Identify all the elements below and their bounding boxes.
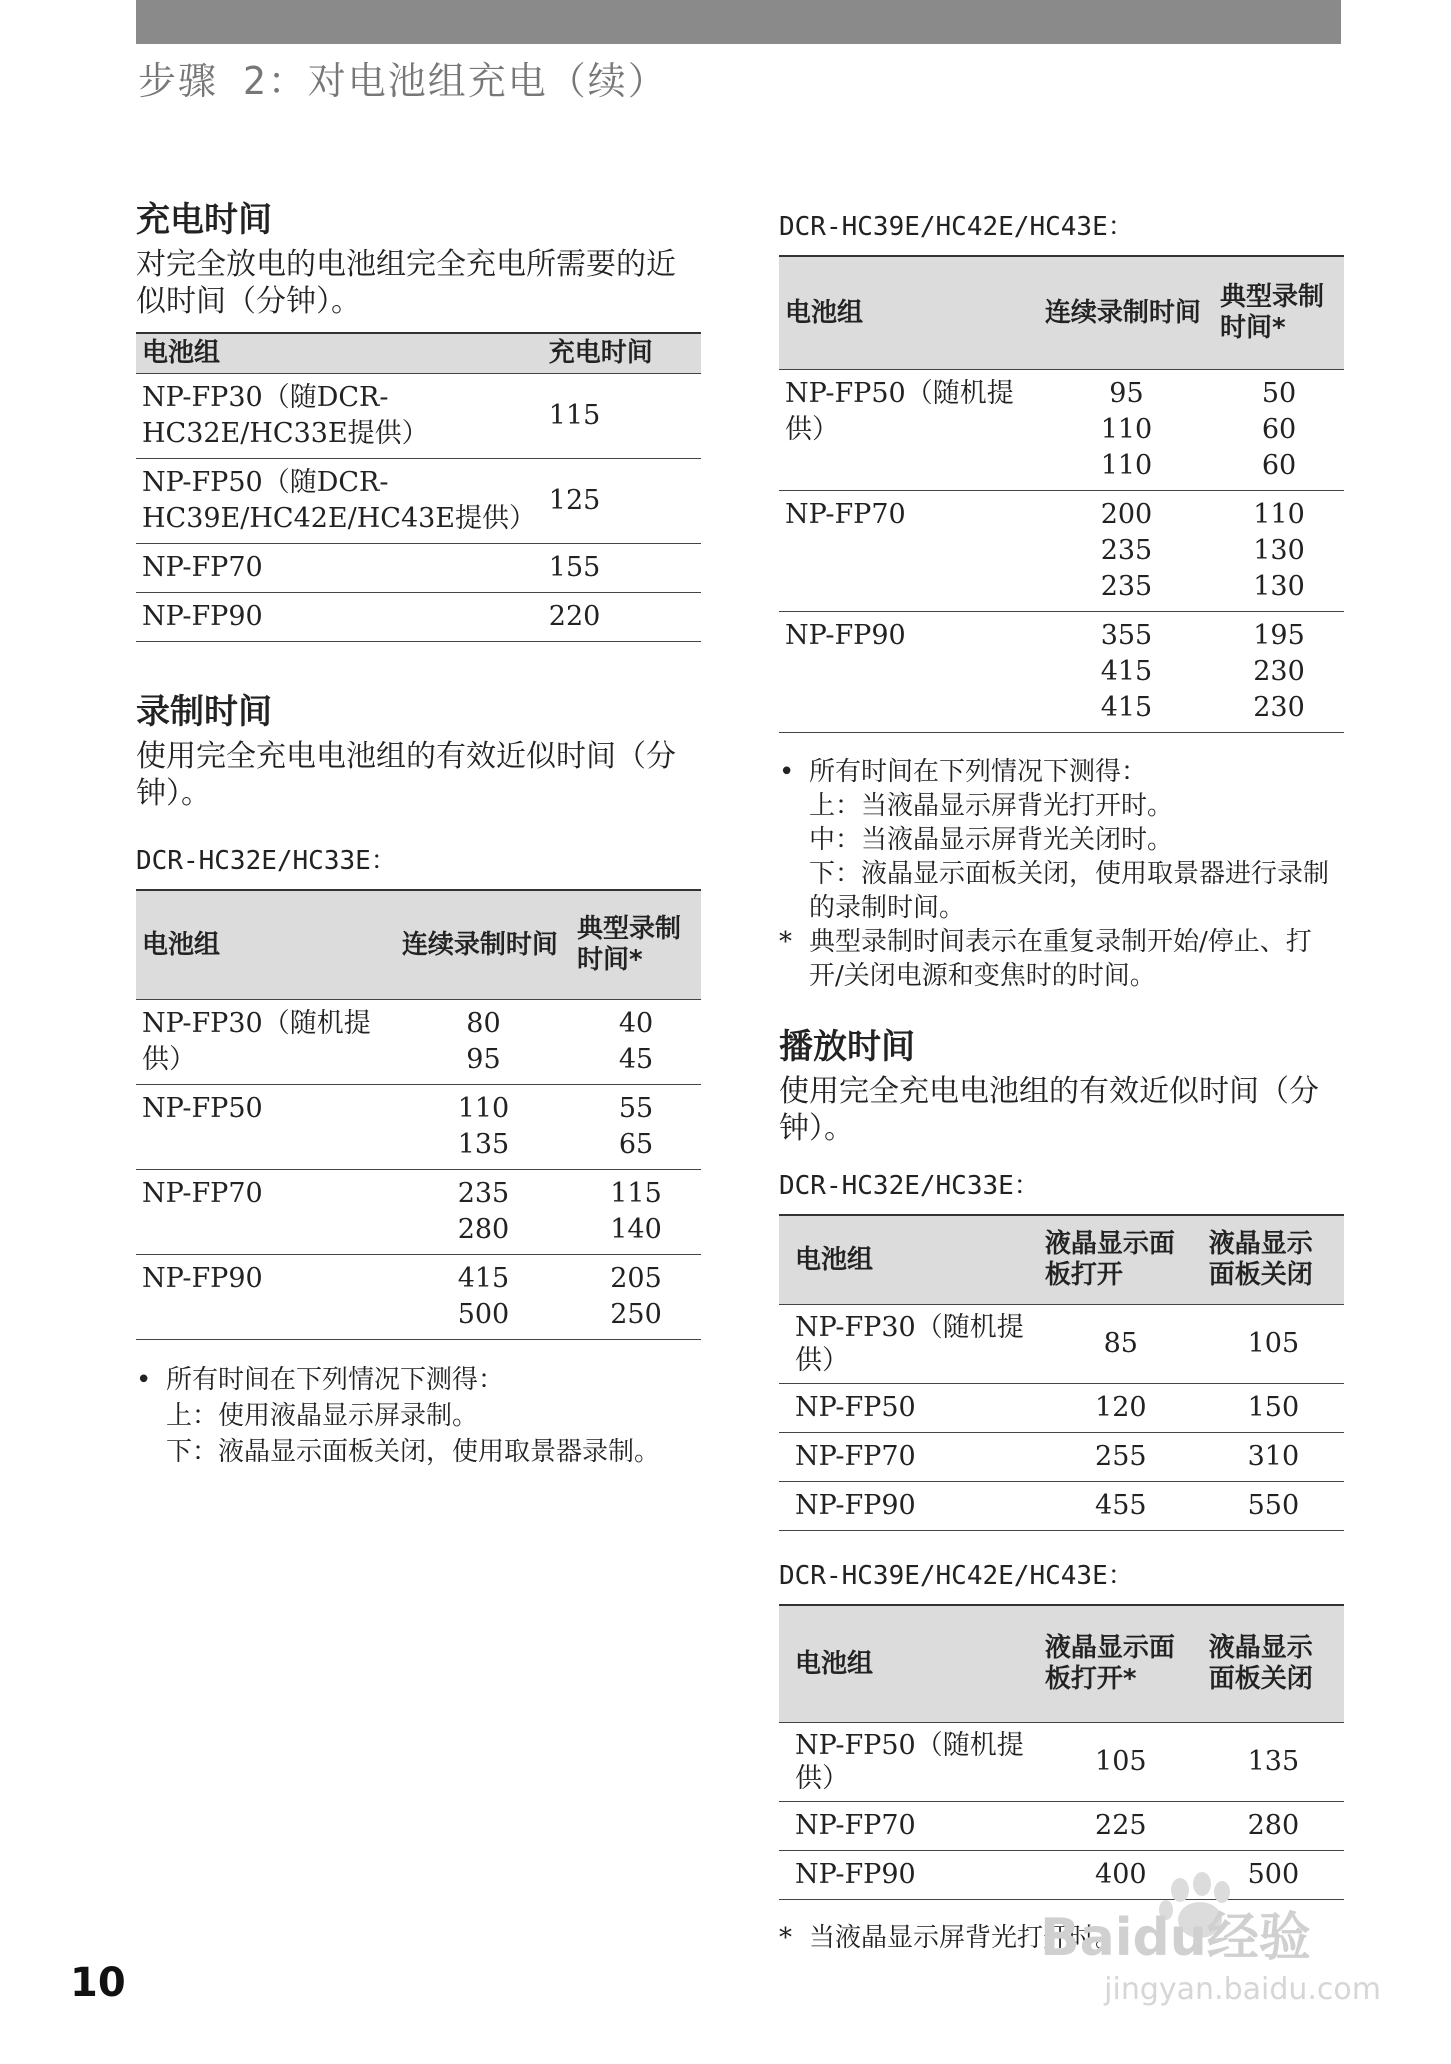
table-row: [779, 1305, 1344, 1384]
recording-time-description: 使用完全充电电池组的有效近似时间（分钟）。: [136, 739, 676, 811]
panel-open-cell: 400: [1039, 1851, 1203, 1900]
battery-cell: NP-FP90: [136, 593, 543, 642]
panel-open-cell: 120: [1039, 1384, 1203, 1433]
column-header: 充电时间: [543, 333, 701, 374]
battery-cell: NP-FP70: [136, 1170, 396, 1255]
note-sub-middle: 中：当液晶显示屏背光关闭时。: [809, 825, 1174, 855]
battery-cell: NP-FP70: [779, 491, 1039, 612]
playback-time-table-hc32e: [779, 1214, 1344, 1531]
panel-closed-cell: 310: [1203, 1433, 1344, 1482]
watermark-logo-text: Baidu经验: [1040, 1908, 1311, 1965]
column-header: 典型录制时间*: [571, 890, 701, 1000]
asterisk-icon: *: [779, 927, 792, 957]
model-label-hc39e: DCR-HC39E/HC42E/HC43E：: [779, 212, 1134, 242]
table-row: [779, 612, 1344, 733]
table-row: [136, 1170, 701, 1255]
column-header: 液晶显示面板关闭: [1203, 1215, 1344, 1305]
note-sub-top: 上：当液晶显示屏背光打开时。: [809, 791, 1174, 821]
note-sub-bottom: 下：液晶显示面板关闭，使用取景器录制。: [166, 1437, 661, 1467]
table-row: [779, 1384, 1344, 1433]
note-item: * 典型录制时间表示在重复录制开始/停止、打开/关闭电源和变焦时的时间。: [779, 927, 1312, 991]
table-row: [136, 593, 701, 642]
column-header: 电池组: [136, 890, 396, 1000]
battery-cell: NP-FP50（随DCR-HC39E/HC42E/HC43E提供）: [136, 459, 543, 544]
table-header-row: [779, 1605, 1344, 1723]
typical-time-cell: 115 140: [571, 1170, 701, 1255]
typical-time-cell: 205 250: [571, 1255, 701, 1340]
recording-notes-hc39e: [779, 755, 1344, 993]
continuous-time-cell: 235 280: [396, 1170, 571, 1255]
column-header: 电池组: [779, 1605, 1039, 1723]
battery-cell: NP-FP50: [136, 1085, 396, 1170]
note-item: • 所有时间在下列情况下测得：: [779, 757, 1148, 787]
playback-time-table-hc39e: [779, 1604, 1344, 1900]
table-row: [779, 491, 1344, 612]
note-item: • 所有时间在下列情况下测得：: [136, 1362, 701, 1398]
table-row: [136, 1255, 701, 1340]
panel-open-cell: 105: [1039, 1723, 1203, 1802]
table-row: [136, 374, 701, 459]
charging-time-heading: 充电时间: [136, 200, 272, 240]
typical-time-cell: 50 60 60: [1214, 370, 1344, 491]
continuous-time-cell: 355 415 415: [1039, 612, 1214, 733]
panel-open-cell: 85: [1039, 1305, 1203, 1384]
column-header: 电池组: [136, 333, 543, 374]
recording-time-table-hc32e: [136, 889, 701, 1340]
charging-time-description: 对完全放电的电池组完全充电所需要的近似时间（分钟）。: [136, 247, 676, 319]
bullet-icon: •: [779, 757, 795, 787]
page-title: 步骤 2：对电池组充电（续）: [138, 59, 668, 103]
continuous-time-cell: 110 135: [396, 1085, 571, 1170]
table-row: [136, 544, 701, 593]
battery-cell: NP-FP90: [779, 1482, 1039, 1531]
column-header: 连续录制时间: [1039, 256, 1214, 370]
battery-cell: NP-FP50: [779, 1384, 1039, 1433]
panel-open-cell: 455: [1039, 1482, 1203, 1531]
model-label-hc32e: DCR-HC32E/HC33E：: [779, 1171, 1040, 1201]
table-header-row: [136, 333, 701, 374]
right-column: [779, 206, 1344, 1956]
continuous-time-cell: 80 95: [396, 1000, 571, 1085]
continuous-time-cell: 415 500: [396, 1255, 571, 1340]
charge-time-cell: 115: [543, 374, 701, 459]
panel-open-cell: 255: [1039, 1433, 1203, 1482]
table-row: [779, 370, 1344, 491]
panel-closed-cell: 150: [1203, 1384, 1344, 1433]
recording-time-heading: 录制时间: [136, 692, 272, 732]
panel-closed-cell: 550: [1203, 1482, 1344, 1531]
typical-time-cell: 55 65: [571, 1085, 701, 1170]
typical-time-cell: 110 130 130: [1214, 491, 1344, 612]
page-number: 10: [70, 1960, 126, 2006]
table-row: [136, 1000, 701, 1085]
column-header: 液晶显示面板打开: [1039, 1215, 1203, 1305]
panel-closed-cell: 105: [1203, 1305, 1344, 1384]
typical-time-cell: 40 45: [571, 1000, 701, 1085]
charge-time-cell: 125: [543, 459, 701, 544]
battery-cell: NP-FP70: [136, 544, 543, 593]
charge-time-cell: 155: [543, 544, 701, 593]
table-row: [779, 1433, 1344, 1482]
panel-closed-cell: 500: [1203, 1851, 1344, 1900]
battery-cell: NP-FP70: [779, 1433, 1039, 1482]
battery-cell: NP-FP90: [779, 612, 1039, 733]
battery-cell: NP-FP30（随DCR-HC32E/HC33E提供）: [136, 374, 543, 459]
battery-cell: NP-FP70: [779, 1802, 1039, 1851]
asterisk-icon: *: [779, 1923, 792, 1953]
note-sub-top: 上：使用液晶显示屏录制。: [166, 1401, 479, 1431]
continuous-time-cell: 200 235 235: [1039, 491, 1214, 612]
table-row: [136, 459, 701, 544]
typical-time-cell: 195 230 230: [1214, 612, 1344, 733]
table-header-row: [779, 256, 1344, 370]
playback-time-heading: 播放时间: [779, 1027, 915, 1067]
baidu-watermark-logo: [1030, 1870, 1360, 1965]
table-header-row: [136, 890, 701, 1000]
table-row: [779, 1802, 1344, 1851]
column-header: 连续录制时间: [396, 890, 571, 1000]
table-row: [779, 1482, 1344, 1531]
model-label-hc39e: DCR-HC39E/HC42E/HC43E：: [779, 1561, 1134, 1591]
panel-closed-cell: 280: [1203, 1802, 1344, 1851]
note-sub-bottom: 下：液晶显示面板关闭，使用取景器进行录制的录制时间。: [809, 859, 1330, 923]
recording-notes-hc32e: [136, 1362, 701, 1470]
note-item: * 当液晶显示屏背光打开时。: [779, 1920, 1344, 1956]
watermark-url: jingyan.baidu.com: [1104, 1972, 1381, 2007]
column-header: 液晶显示面板关闭: [1203, 1605, 1344, 1723]
table-header-row: [779, 1215, 1344, 1305]
bullet-icon: •: [136, 1365, 152, 1395]
column-header: 电池组: [779, 256, 1039, 370]
column-header: 典型录制时间*: [1214, 256, 1344, 370]
battery-cell: NP-FP30（随机提供）: [779, 1305, 1039, 1384]
battery-cell: NP-FP50（随机提供）: [779, 1723, 1039, 1802]
battery-cell: NP-FP90: [136, 1255, 396, 1340]
table-row: [779, 1723, 1344, 1802]
battery-cell: NP-FP50（随机提供）: [779, 370, 1039, 491]
playback-time-description: 使用完全充电电池组的有效近似时间（分钟）。: [779, 1074, 1319, 1146]
table-row: [136, 1085, 701, 1170]
continuous-time-cell: 95 110 110: [1039, 370, 1214, 491]
charging-time-table: [136, 332, 701, 642]
model-label-hc32e: DCR-HC32E/HC33E：: [136, 846, 397, 876]
panel-closed-cell: 135: [1203, 1723, 1344, 1802]
panel-open-cell: 225: [1039, 1802, 1203, 1851]
recording-time-table-hc39e: [779, 255, 1344, 733]
header-bar: [136, 0, 1341, 44]
left-column: [136, 196, 701, 1470]
battery-cell: NP-FP90: [779, 1851, 1039, 1900]
charge-time-cell: 220: [543, 593, 701, 642]
column-header: 液晶显示面板打开*: [1039, 1605, 1203, 1723]
battery-cell: NP-FP30（随机提供）: [136, 1000, 396, 1085]
column-header: 电池组: [779, 1215, 1039, 1305]
